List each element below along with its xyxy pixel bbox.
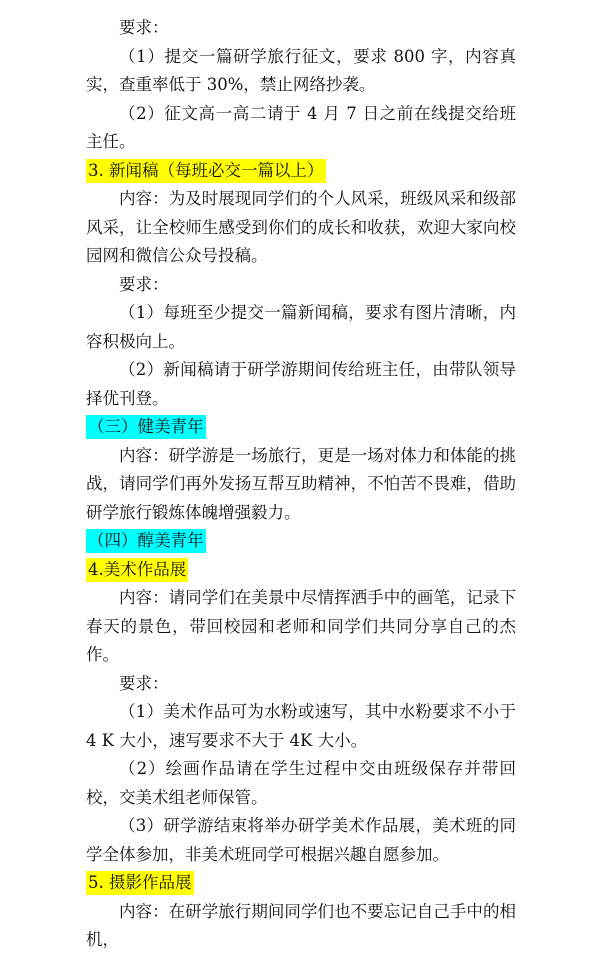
fitness-content: 内容：研学游是一场旅行，更是一场对体力和体能的挑战，请同学们再外发扬互帮互助精神，不怕苦不畏难，借助研学旅行锻炼体魄增强毅力。 [86, 445, 516, 522]
section-heading: （四）醇美青年 [86, 529, 206, 553]
section-photo-heading-row [86, 869, 516, 898]
section-heading: （三）健美青年 [86, 415, 206, 439]
requirements-label: 要求： [119, 274, 169, 294]
art-requirement-1: （1）美术作品可为水粉或速写，其中水粉要求不小于 4 K 大小，速写要求不大于 4K 大小。 [86, 702, 516, 750]
art-requirement-2: （2）绘画作品请在学生过程中交由班级保存并带回校，交美术组老师保管。 [86, 759, 516, 807]
section-news-heading-row [86, 157, 516, 186]
section-heading: 5. 摄影作品展 [86, 871, 194, 895]
news-content: 内容：为及时展现同学们的个人风采，班级风采和级部风采，让全校师生感受到你们的成长和收获，欢迎大家向校园网和微信公众号投稿。 [86, 189, 516, 265]
section-heading: 4.美术作品展 [86, 558, 188, 582]
essay-requirement-2: （2）征文高一高二请于 4 月 7 日之前在线提交给班主任。 [86, 103, 516, 151]
photo-content: 内容：在研学旅行期间同学们也不要忘记自己手中的相机， [86, 901, 516, 949]
art-requirement-3: （3）研学游结束将举办研学美术作品展，美术班的同学全体参加，非美术班同学可根据兴趣自愿参加。 [86, 816, 516, 864]
section-art-exhibit-heading-row [86, 556, 516, 585]
requirements-label: 要求： [119, 673, 169, 693]
requirements-label: 要求： [119, 18, 169, 37]
news-requirement-2: （2）新闻稿请于研学游期间传给班主任，由带队领导择优刊登。 [86, 360, 516, 408]
document-body [86, 14, 516, 955]
section-heading: 3. 新闻稿（每班必交一篇以上） [86, 159, 326, 183]
section-art-youth-heading-row [86, 527, 516, 556]
section-fitness-heading-row [86, 413, 516, 442]
art-content: 内容：请同学们在美景中尽情挥洒手中的画笔，记录下春天的景色，带回校园和老师和同学们共同分享自己的杰作。 [86, 588, 516, 664]
news-requirement-1: （1）每班至少提交一篇新闻稿，要求有图片清晰，内容积极向上。 [86, 303, 516, 351]
essay-requirement-1: （1）提交一篇研学旅行征文，要求 800 字，内容真实，查重率低于 30%，禁止网络抄袭。 [86, 46, 516, 94]
